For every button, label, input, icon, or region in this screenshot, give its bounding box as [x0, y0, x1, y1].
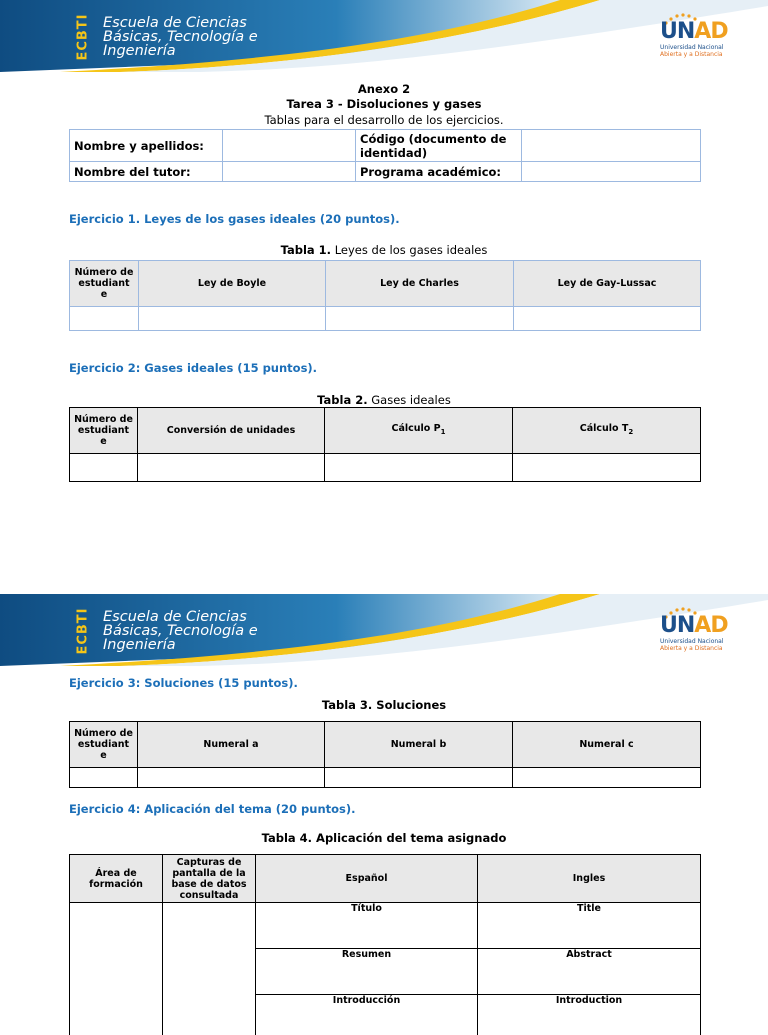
- table-1: [69, 260, 701, 331]
- table-1-cell[interactable]: [326, 307, 514, 331]
- student-info-table: [69, 129, 701, 182]
- ecbti-label: ECBTI: [75, 607, 91, 655]
- charles-header: Ley de Charles: [326, 261, 514, 307]
- tutor-field[interactable]: [223, 162, 356, 182]
- unad-logo: UNAD Universidad Nacional Abierta y a Distancia: [658, 13, 742, 61]
- calc-p-header: Cálculo $P_1$: [325, 408, 513, 454]
- table-1-caption: Tabla 1. Leyes de los gases ideales: [280, 243, 488, 257]
- exercise-4-heading: Ejercicio 4: Aplicación del tema (20 puntos).: [69, 802, 356, 816]
- subtitle: Tablas para el desarrollo de los ejercicios.: [264, 113, 504, 127]
- english-header: Ingles: [478, 855, 701, 903]
- table-3-cell[interactable]: [325, 768, 513, 788]
- training-area-cell[interactable]: [70, 903, 163, 1035]
- header-banner-page-2: [0, 594, 768, 666]
- exercise-3-heading: Ejercicio 3: Soluciones (15 puntos).: [69, 676, 298, 690]
- table-2-cell[interactable]: [325, 454, 513, 482]
- table-2-caption: Tabla 2. Gases ideales: [317, 393, 451, 407]
- table-3: [69, 721, 701, 788]
- training-area-header: Área de formación: [70, 855, 163, 903]
- unad-logo: UNAD Universidad Nacional Abierta y a Distancia: [658, 607, 742, 655]
- table-2-cell[interactable]: [70, 454, 138, 482]
- table-2-cell[interactable]: [513, 454, 701, 482]
- exercise-2-heading: Ejercicio 2: Gases ideales (15 puntos).: [69, 361, 318, 375]
- calc-t-header: Cálculo $T_2$: [513, 408, 701, 454]
- table-3-cell[interactable]: [138, 768, 325, 788]
- code-field[interactable]: [522, 130, 701, 162]
- unit-conversion-header: Conversión de unidades: [138, 408, 325, 454]
- numeral-b-header: Numeral b: [325, 722, 513, 768]
- table-4-caption: Tabla 4. Aplicación del tema asignado: [261, 831, 507, 845]
- abstract-en-cell[interactable]: Abstract: [478, 949, 701, 995]
- table-2-cell[interactable]: [138, 454, 325, 482]
- title-en-cell[interactable]: Title: [478, 903, 701, 949]
- school-name: Escuela de Ciencias Básicas, Tecnología e Ingeniería: [103, 609, 258, 653]
- code-label: Código (documento de identidad): [356, 130, 522, 162]
- numeral-a-header: Numeral a: [138, 722, 325, 768]
- program-label: Programa académico:: [356, 162, 522, 182]
- table-3-caption: Tabla 3. Soluciones: [321, 698, 447, 712]
- table-2: [69, 407, 701, 482]
- name-label: Nombre y apellidos:: [70, 130, 223, 162]
- table-4: [69, 854, 701, 1035]
- student-number-header: Número de estudiant e: [70, 722, 138, 768]
- student-number-header: Número de estudiant e: [70, 408, 138, 454]
- table-1-cell[interactable]: [514, 307, 701, 331]
- tutor-label: Nombre del tutor:: [70, 162, 223, 182]
- title-es-cell[interactable]: Título: [256, 903, 478, 949]
- exercise-1-heading: Ejercicio 1. Leyes de los gases ideales (20 puntos).: [69, 212, 400, 226]
- introduction-es-cell[interactable]: Introducción: [256, 995, 478, 1035]
- gay-lussac-header: Ley de Gay-Lussac: [514, 261, 701, 307]
- screenshots-header: Capturas de pantalla de la base de datos consultada: [163, 855, 256, 903]
- task-title: Tarea 3 - Disoluciones y gases: [286, 97, 482, 111]
- ecbti-label: ECBTI: [75, 13, 91, 61]
- abstract-es-cell[interactable]: Resumen: [256, 949, 478, 995]
- annex-title: Anexo 2: [357, 82, 411, 96]
- boyle-header: Ley de Boyle: [139, 261, 326, 307]
- screenshots-cell[interactable]: [163, 903, 256, 1035]
- introduction-en-cell[interactable]: Introduction: [478, 995, 701, 1035]
- numeral-c-header: Numeral c: [513, 722, 701, 768]
- name-field[interactable]: [223, 130, 356, 162]
- school-name: Escuela de Ciencias Básicas, Tecnología e Ingeniería: [103, 15, 258, 59]
- table-1-cell[interactable]: [139, 307, 326, 331]
- table-3-cell[interactable]: [513, 768, 701, 788]
- spanish-header: Español: [256, 855, 478, 903]
- table-3-cell[interactable]: [70, 768, 138, 788]
- header-banner: [0, 0, 768, 72]
- student-number-header: Número de estudiant e: [70, 261, 139, 307]
- program-field[interactable]: [522, 162, 701, 182]
- table-1-cell[interactable]: [70, 307, 139, 331]
